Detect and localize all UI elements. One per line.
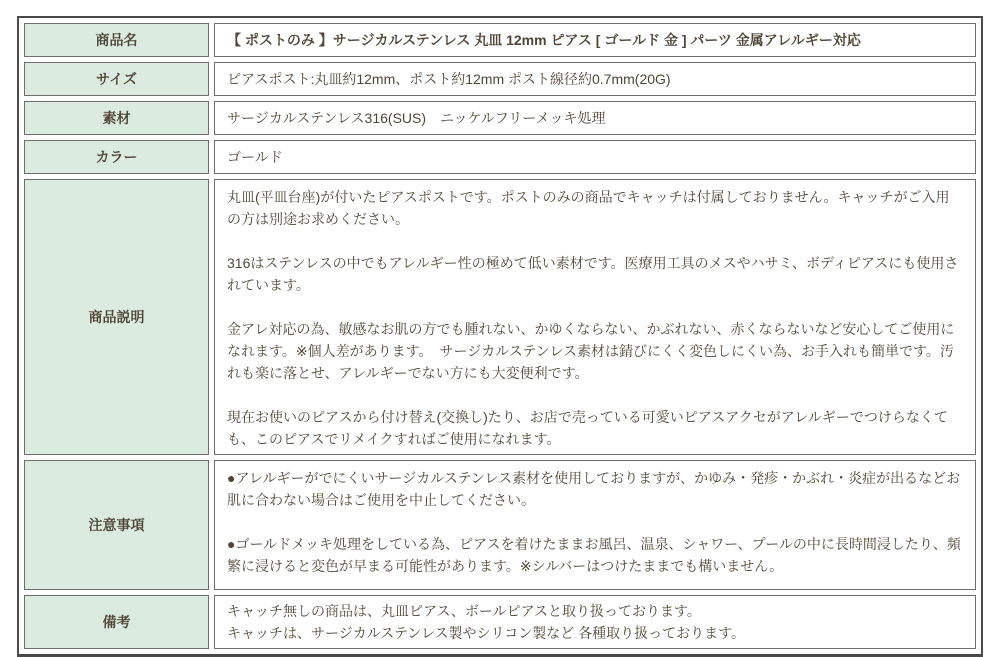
label-text: 注意事項 (88, 517, 145, 533)
notes-line: キャッチ無しの商品は、丸皿ピアス、ボールピアスと取り扱っております。 (227, 603, 701, 619)
value-size (214, 62, 976, 96)
label-text: 備考 (102, 614, 131, 630)
row-size (24, 62, 976, 96)
row-color (24, 140, 976, 174)
product-spec-table (17, 16, 983, 657)
size-text: ピアスポスト:丸皿約12mm、ポスト約12mm ポスト線径約0.7mm(20G) (227, 71, 671, 87)
precaution-paragraph: ●アレルギーがでにくいサージカルステンレス素材を使用しておりますが、かゆみ・発疹・かぶれ・炎症が出るなどお肌に合わない場合はご使用を中止してください。 (227, 470, 961, 508)
row-precautions (24, 460, 976, 590)
description-paragraph: 316はステンレスの中でもアレルギー性の極めて低い素材です。医療用工具のメスやハサミ、ボディピアスにも使用されています。 (227, 255, 959, 293)
row-label-precautions (24, 460, 209, 590)
description-paragraph: 金アレ対応の為、敏感なお肌の方でも腫れない、かゆくならない、かぶれない、赤くならないなど安心してご使用になれます。※個人差があります。 サージカルステンレス素材は錆びにくく変色しにくい為、お手入れも簡単です。汚れも楽に落とせ、アレルギーでない方にも大変便利です。 (227, 321, 955, 381)
precaution-paragraph: ●ゴールドメッキ処理をしている為、ピアスを着けたままお風呂、温泉、シャワー、プールの中に長時間浸したり、頻繁に浸けると変色が早まる可能性があります。※シルバーはつけたままでも構いません。 (227, 536, 961, 574)
product-name-text: 【 ポストのみ 】サージカルステンレス 丸皿 12mm ピアス [ ゴールド 金 ] パーツ 金属アレルギー対応 (227, 32, 861, 48)
value-notes (214, 595, 976, 649)
value-material (214, 101, 976, 135)
row-label-product-name (24, 23, 209, 57)
label-text: 商品説明 (88, 309, 145, 325)
row-label-color (24, 140, 209, 174)
label-text: カラー (95, 149, 138, 165)
value-product-name (214, 23, 976, 57)
row-label-notes (24, 595, 209, 649)
value-color (214, 140, 976, 174)
value-description (214, 179, 976, 455)
label-text: 素材 (102, 110, 131, 126)
notes-line: キャッチは、サージカルステンレス製やシリコン製など 各種取り扱っております。 (227, 625, 746, 641)
label-text: 商品名 (95, 32, 138, 48)
row-notes (24, 595, 976, 649)
row-label-material (24, 101, 209, 135)
description-paragraph: 現在お使いのピアスから付け替え(交換し)たり、お店で売っている可愛いピアスアクセがアレルギーでつけらなくても、このピアスでリメイクすればご使用になれます。 (227, 409, 948, 447)
material-text: サージカルステンレス316(SUS) ニッケルフリーメッキ処理 (227, 110, 606, 126)
row-label-size (24, 62, 209, 96)
spec-table (19, 18, 981, 654)
label-text: サイズ (96, 71, 137, 87)
row-description (24, 179, 976, 455)
row-label-description (24, 179, 209, 455)
description-paragraph: 丸皿(平皿台座)が付いたピアスポストです。ポストのみの商品でキャッチは付属しておりません。キャッチがご入用の方は別途お求めください。 (227, 189, 950, 227)
row-product-name (24, 23, 976, 57)
value-precautions (214, 460, 976, 590)
row-material (24, 101, 976, 135)
color-text: ゴールド (227, 149, 283, 165)
